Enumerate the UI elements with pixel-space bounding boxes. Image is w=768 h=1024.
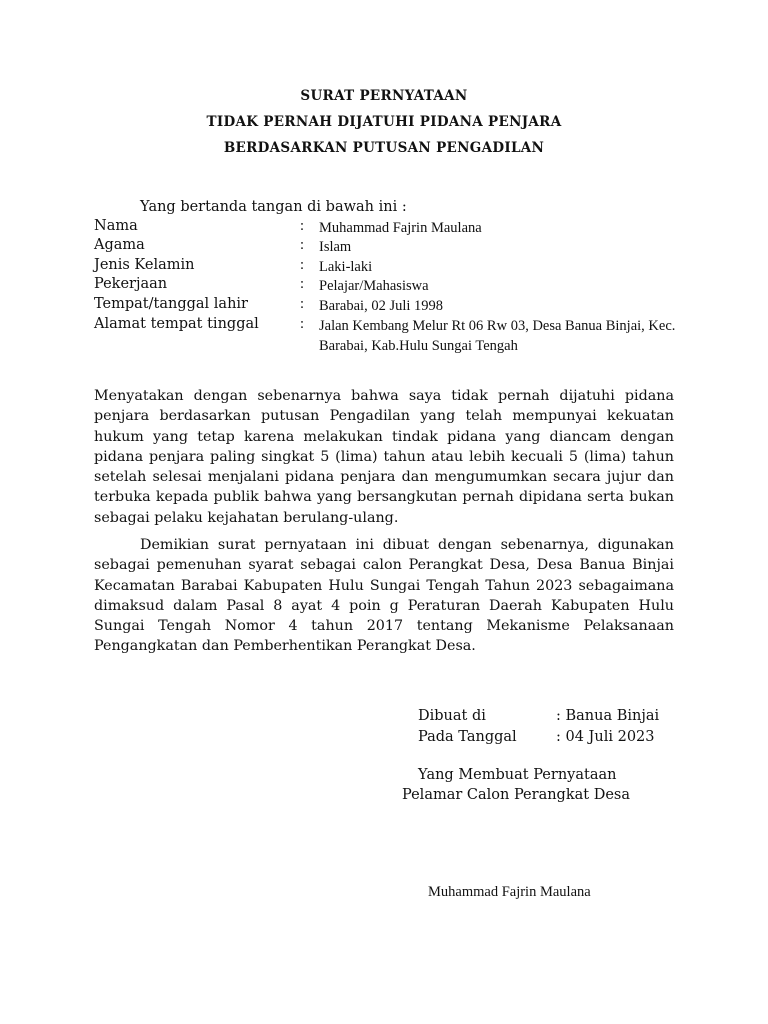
identity-row-name [94,218,694,238]
identity-value: Barabai, 02 Juli 1998 [319,298,444,314]
identity-value: Islam [319,239,352,255]
identity-colon: : [300,296,305,312]
identity-row-gender [94,257,694,277]
identity-colon: : [300,218,305,234]
made-at-label: Dibuat di [418,708,486,724]
identity-row-occupation [94,276,694,296]
maker-role: Pelamar Calon Perangkat Desa [402,787,630,803]
identity-label: Pekerjaan [94,276,168,292]
identity-label: Alamat tempat tinggal [94,316,259,332]
identity-label: Tempat/tanggal lahir [94,296,248,312]
identity-colon: : [300,257,305,273]
statement-paragraph: Menyatakan dengan sebenarnya bahwa saya tidak pernah dijatuhi pidana penjara berdasarkan putusan Pengadilan yang telah mempunyai kekuatan hukum yang tetap karena melakukan tindak pidana yang diancam dengan pidana penjara paling singkat 5 (lima) tahun atau lebih kecuali 5 (lima) tahun setelah selesai menjalani pidana penjara dan mengumumkan secara jujur dan terbuka kepada publik bahwa yang bersangkutan pernah dipidana serta bukan sebagai pelaku kejahatan berulang-ulang. [94,388,674,526]
identity-row-address [94,316,694,354]
document-title: SURAT PERNYATAAN [300,88,468,104]
identity-row-religion [94,237,694,257]
document-subtitle-1: TIDAK PERNAH DIJATUHI PIDANA PENJARA [206,114,562,130]
identity-label: Agama [94,237,145,253]
closing-paragraph: Demikian surat pernyataan ini dibuat dengan sebenarnya, digunakan sebagai pemenuhan syarat sebagai calon Perangkat Desa, Desa Banua Binjai Kecamatan Barabai Kabupaten Hulu Sungai Tengah Tahun 2023 sebagaimana dimaksud dalam Pasal 8 ayat 4 poin g Peraturan Daerah Kabupaten Hulu Sungai Tengah Nomor 4 tahun 2017 tentang Mekanisme Pelaksanaan Pengangkatan dan Pemberhentikan Perangkat Desa. [94,537,674,655]
identity-label: Nama [94,218,138,234]
identity-row-birth [94,296,694,316]
identity-value: Pelajar/Mahasiswa [319,278,429,294]
date-label: Pada Tanggal [418,729,517,745]
identity-colon: : [300,316,305,332]
intro-text: Yang bertanda tangan di bawah ini : [140,199,407,215]
identity-value: Muhammad Fajrin Maulana [319,220,482,236]
identity-colon: : [300,237,305,253]
identity-colon: : [300,276,305,292]
identity-value: Jalan Kembang Melur Rt 06 Rw 03, Desa Banua Binjai, Kec. Barabai, Kab.Hulu Sungai Tengah [319,318,676,354]
date-value: : 04 Juli 2023 [556,729,655,745]
signer-name: Muhammad Fajrin Maulana [428,884,591,900]
made-at-value: : Banua Binjai [556,708,660,724]
identity-value: Laki-laki [319,259,373,275]
maker-label: Yang Membuat Pernyataan [418,767,617,783]
document-subtitle-2: BERDASARKAN PUTUSAN PENGADILAN [223,140,545,156]
identity-label: Jenis Kelamin [94,257,195,273]
